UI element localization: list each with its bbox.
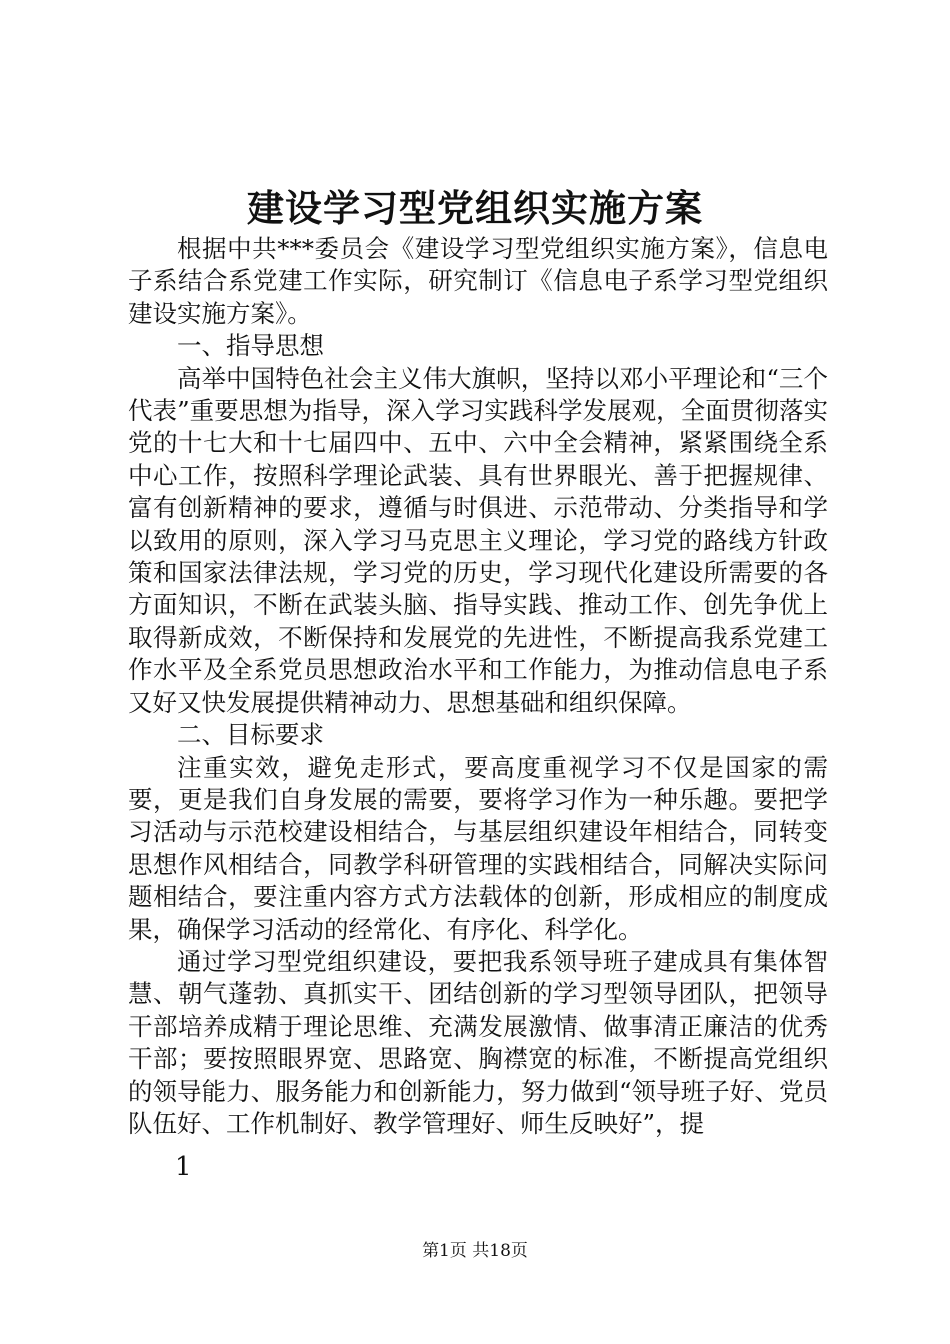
document-title: 建设学习型党组织实施方案 [247,186,703,230]
section-heading-guiding-thought: 一、指导思想 [177,331,324,361]
inline-page-number: 1 [175,1152,192,1182]
goals-paragraph-2: 通过学习型党组织建设，要把我系领导班子建成具有集体智慧、朝气蓬勃、真抓实干、团结创新的学习型领导团队，把领导干部培养成精于理论思维、充满发展激情、做事清正廉洁的优秀干部；要按照眼界宽、思路宽、胸襟宽的标准，不断提高党组织的领导能力、服务能力和创新能力，努力做到“领导班子好、党员队伍好、工作机制好、教学管理好、师生反映好”，提 [128,946,828,1138]
guiding-thought-paragraph: 高举中国特色社会主义伟大旗帜，坚持以邓小平理论和“三个代表”重要思想为指导，深入学习实践科学发展观，全面贯彻落实党的十七大和十七届四中、五中、六中全会精神，紧紧围绕全系中心工作，按照科学理论武装、具有世界眼光、善于把握规律、富有创新精神的要求，遵循与时俱进、示范带动、分类指导和学以致用的原则，深入学习马克思主义理论，学习党的路线方针政策和国家法律法规，学习党的历史，学习现代化建设所需要的各方面知识，不断在武装头脑、指导实践、推动工作、创先争优上取得新成效，不断保持和发展党的先进性，不断提高我系党建工作水平及全系党员思想政治水平和工作能力，为推动信息电子系又好又快发展提供精神动力、思想基础和组织保障。 [128,363,828,717]
intro-paragraph: 根据中共***委员会《建设学习型党组织实施方案》，信息电子系结合系党建工作实际，研究制订《信息电子系学习型党组织建设实施方案》。 [128,234,828,328]
goals-paragraph-1: 注重实效，避免走形式，要高度重视学习不仅是国家的需要，更是我们自身发展的需要，要将学习作为一种乐趣。要把学习活动与示范校建设相结合，与基层组织建设年相结合，同转变思想作风相结合，同教学科研管理的实践相结合，同解决实际问题相结合，要注重内容方式方法载体的创新，形成相应的制度成果，确保学习活动的经常化、有序化、科学化。 [128,752,828,944]
section-heading-goals: 二、目标要求 [177,720,324,750]
page-footer: 第1页 共18页 [422,1241,528,1261]
document-body [128,233,828,1140]
